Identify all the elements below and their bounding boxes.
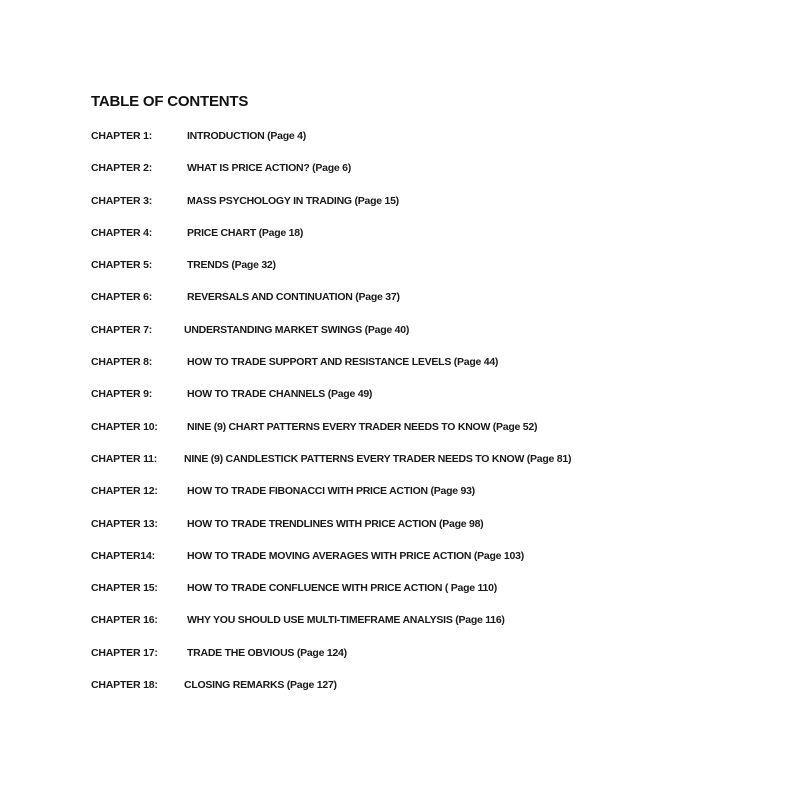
chapter-number: CHAPTER14:: [91, 549, 155, 562]
chapter-number: CHAPTER 5:: [91, 259, 153, 272]
chapter-title: CLOSING REMARKS (Page 127): [184, 679, 337, 692]
chapter-title: TRENDS (Page 32): [187, 259, 276, 272]
chapter-number: CHAPTER 7:: [91, 323, 153, 336]
chapter-number: CHAPTER 15:: [91, 582, 158, 595]
chapter-title: HOW TO TRADE CONFLUENCE WITH PRICE ACTION ( Page 110): [187, 582, 497, 595]
chapter-number: CHAPTER 8:: [91, 356, 153, 369]
chapter-number: CHAPTER 18:: [91, 679, 158, 692]
chapter-title: REVERSALS AND CONTINUATION (Page 37): [187, 291, 400, 304]
chapter-title: HOW TO TRADE MOVING AVERAGES WITH PRICE ACTION (Page 103): [187, 549, 524, 562]
chapter-number: CHAPTER 17:: [91, 646, 158, 659]
chapter-title: WHY YOU SHOULD USE MULTI-TIMEFRAME ANALYSIS (Page 116): [187, 614, 505, 627]
chapter-number: CHAPTER 10:: [91, 420, 158, 433]
chapter-title: INTRODUCTION (Page 4): [187, 130, 307, 142]
chapter-title: HOW TO TRADE TRENDLINES WITH PRICE ACTION (Page 98): [187, 517, 484, 530]
chapter-number: CHAPTER 11:: [91, 452, 158, 465]
chapter-number: CHAPTER 12:: [91, 485, 158, 498]
chapter-title: MASS PSYCHOLOGY IN TRADING (Page 15): [187, 194, 399, 207]
chapter-title: NINE (9) CANDLESTICK PATTERNS EVERY TRADER NEEDS TO KNOW (Page 81): [184, 452, 572, 465]
chapter-number: CHAPTER 13:: [91, 517, 158, 530]
toc-heading: TABLE OF CONTENTS: [91, 93, 249, 110]
chapter-title: TRADE THE OBVIOUS (Page 124): [187, 646, 347, 659]
chapter-number: CHAPTER 1:: [91, 130, 153, 142]
chapter-number: CHAPTER 2:: [91, 162, 153, 175]
chapter-title: HOW TO TRADE SUPPORT AND RESISTANCE LEVELS (Page 44): [187, 356, 499, 369]
chapter-title: PRICE CHART (Page 18): [187, 226, 304, 239]
chapter-title: WHAT IS PRICE ACTION? (Page 6): [187, 162, 352, 175]
chapter-number: CHAPTER 6:: [91, 291, 153, 304]
chapter-number: CHAPTER 4:: [91, 226, 153, 239]
chapter-title: UNDERSTANDING MARKET SWINGS (Page 40): [184, 323, 410, 336]
chapter-number: CHAPTER 9:: [91, 388, 153, 401]
chapter-title: HOW TO TRADE CHANNELS (Page 49): [187, 388, 373, 401]
chapter-number: CHAPTER 16:: [91, 614, 158, 627]
chapter-title: NINE (9) CHART PATTERNS EVERY TRADER NEEDS TO KNOW (Page 52): [187, 420, 538, 433]
chapter-title: HOW TO TRADE FIBONACCI WITH PRICE ACTION (Page 93): [187, 485, 475, 498]
chapter-number: CHAPTER 3:: [91, 194, 153, 207]
